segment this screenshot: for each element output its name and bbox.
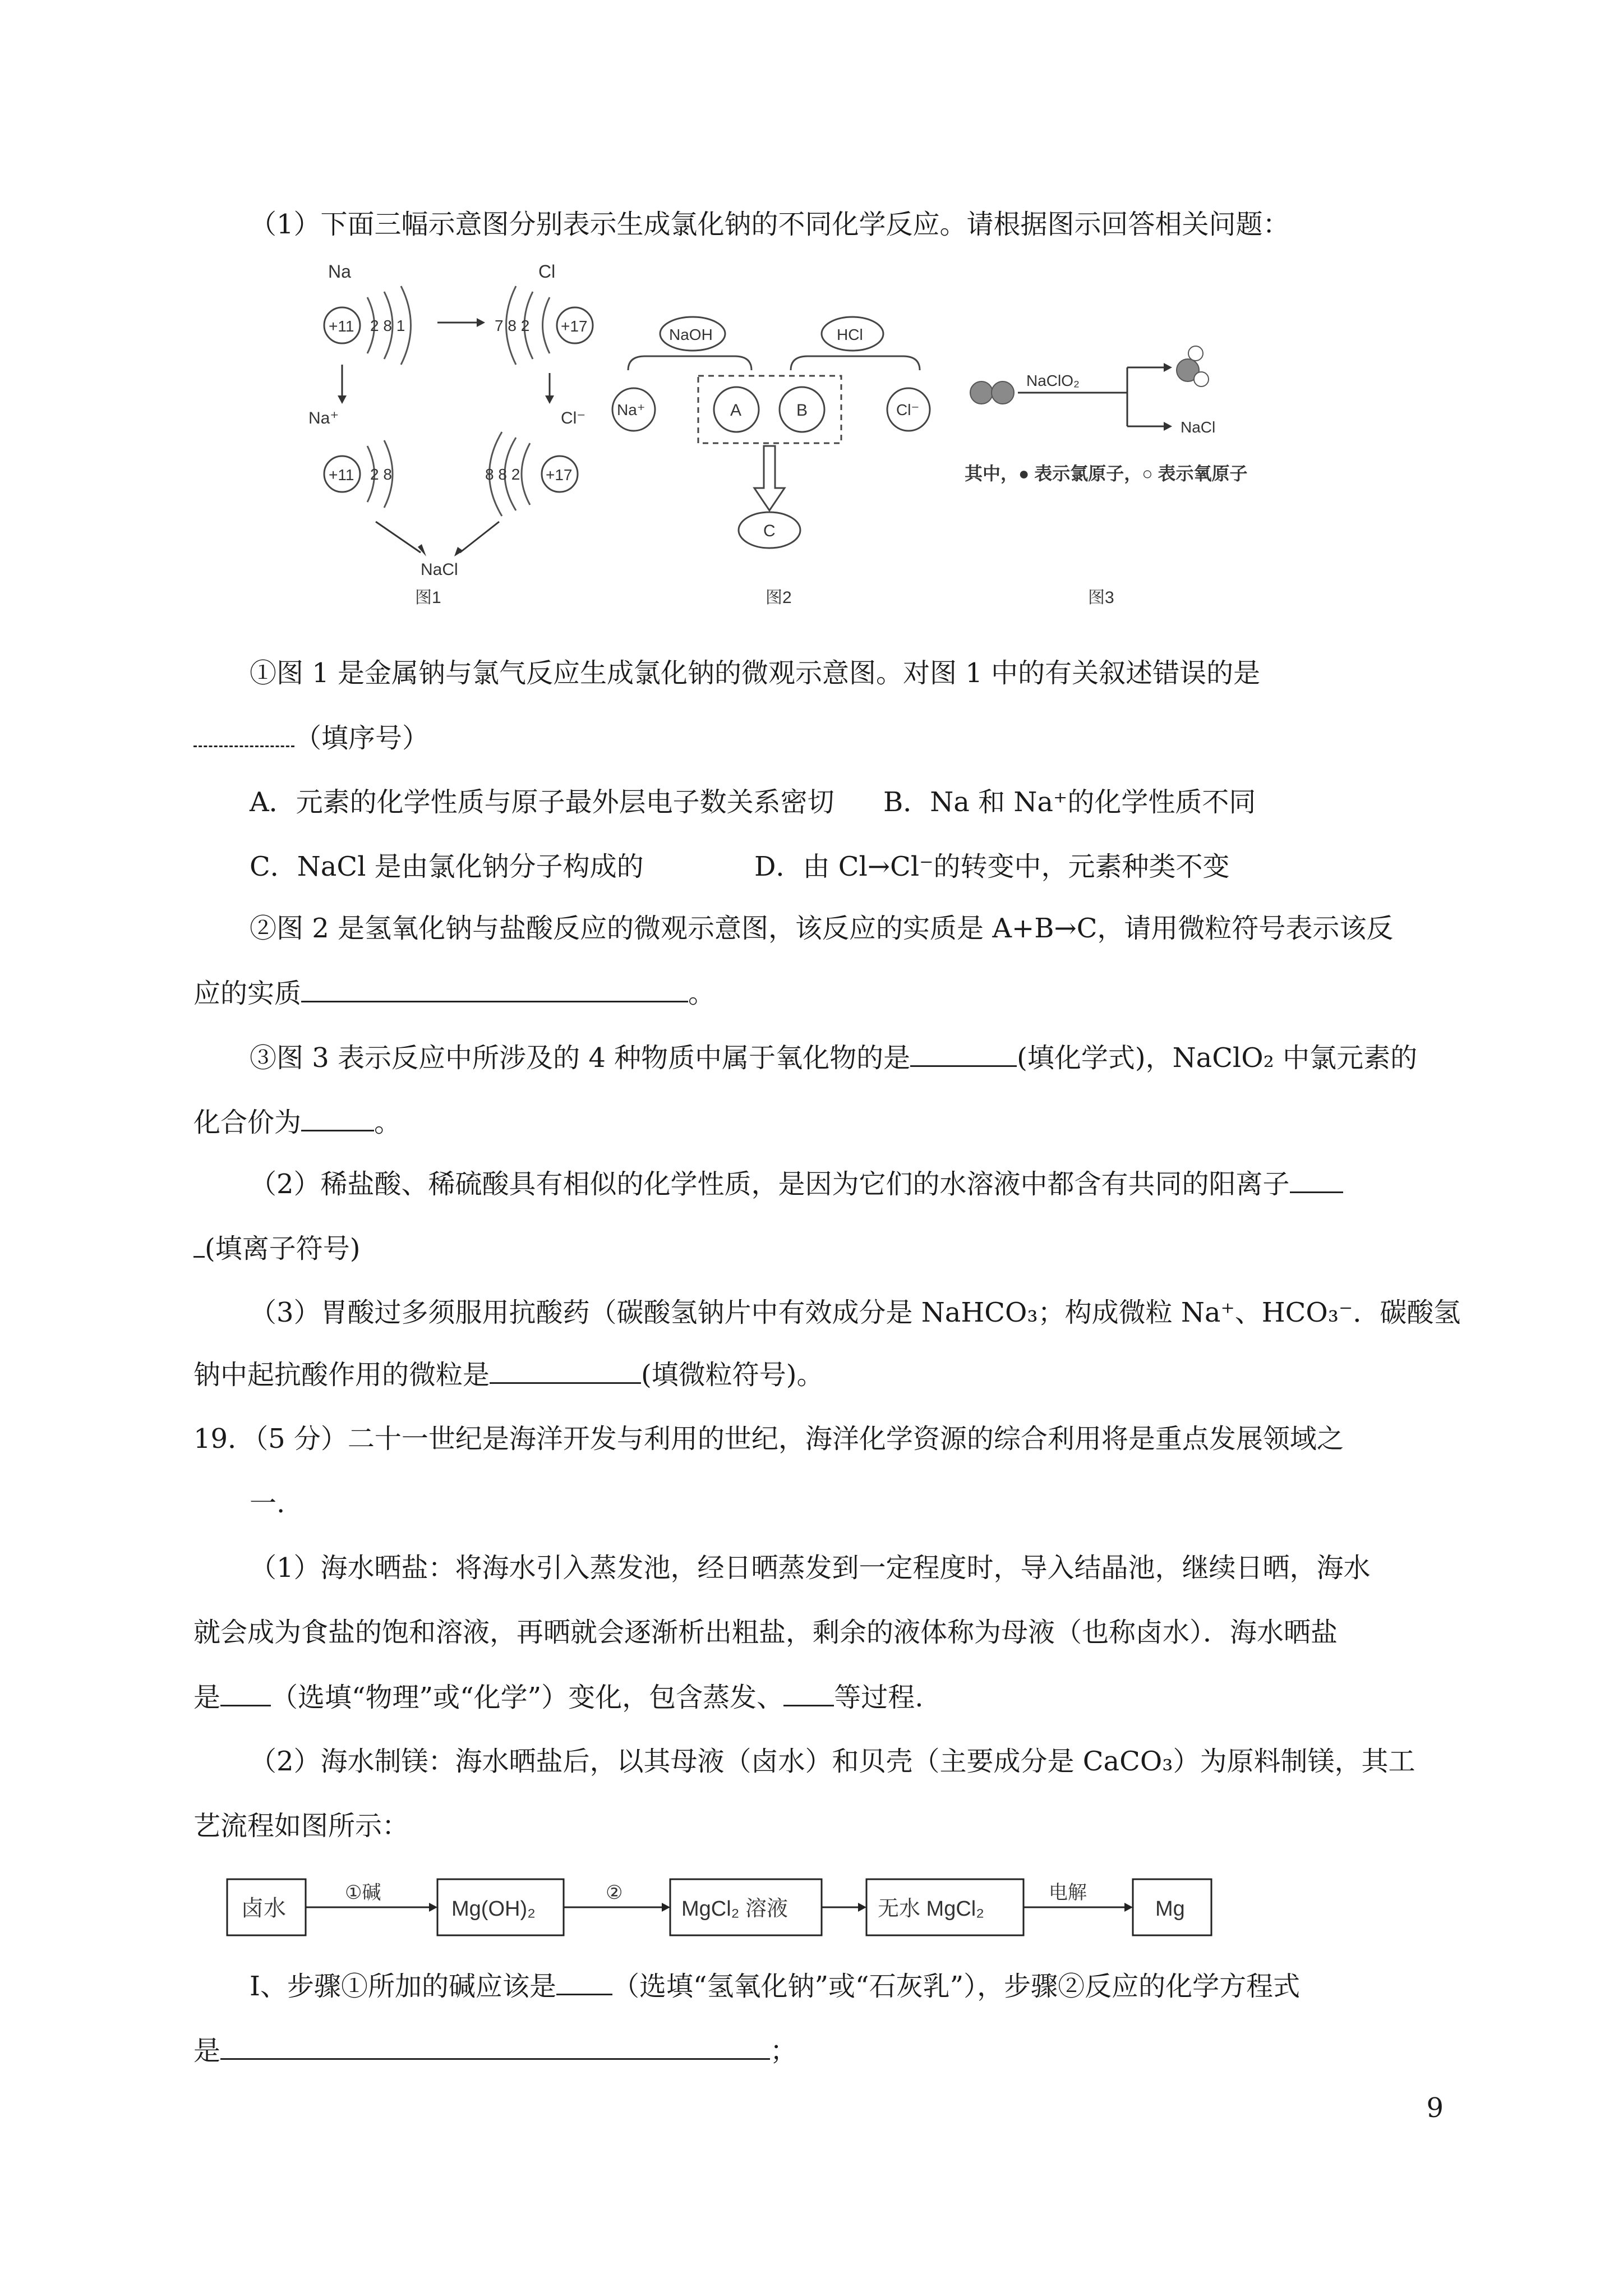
- svg-text:+17: +17: [546, 466, 573, 484]
- answer-blank-7[interactable]: [220, 1680, 271, 1706]
- magnesium-process-flowchart: [224, 1876, 1234, 1938]
- q19-heading-cont: 一.: [250, 1488, 285, 1519]
- figure-1-nacl-formation: [292, 252, 628, 617]
- q18-option-a: A．元素的化学性质与原子最外层电子数关系密切: [250, 786, 834, 818]
- answer-blank-4[interactable]: [301, 1105, 374, 1131]
- q18-s2-line1: ②图 2 是氢氧化钠与盐酸反应的微观示意图，该反应的实质是 A+B→C，请用微粒符号表示该反: [250, 913, 1394, 944]
- fig3-caption: 图3: [1088, 588, 1114, 607]
- flow-step3: 电解: [1049, 1882, 1087, 1903]
- fig2-c: C: [763, 522, 776, 540]
- fig1-na-core: +11: [329, 318, 354, 335]
- fig3-reagent: NaClO₂: [1026, 372, 1080, 389]
- figure-2-neutralization: [606, 303, 953, 617]
- fig1-caption: 图1: [415, 588, 441, 607]
- answer-blank-1[interactable]: [193, 721, 294, 747]
- figure-3-naclo2-reaction: [965, 331, 1368, 617]
- fig1-na-shells: 2 8 1: [370, 317, 405, 334]
- q18-part1-lead: （1）下面三幅示意图分别表示生成氯化钠的不同化学反应。请根据图示回答相关问题：: [250, 209, 1290, 240]
- svg-text:+11: +11: [329, 466, 354, 484]
- q18-s1-line1: ①图 1 是金属钠与氯气反应生成氯化钠的微观示意图。对图 1 中的有关叙述错误的是: [250, 657, 1261, 689]
- fig3-legend: 其中，● 表示氯原子，○ 表示氧原子: [965, 463, 1248, 484]
- flow-box-mgcl2-solution: MgCl₂ 溶液: [681, 1897, 788, 1921]
- q18-option-c: C．NaCl 是由氯化钠分子构成的: [250, 851, 644, 882]
- fig1-na-ion-shells: 2 8: [370, 466, 392, 483]
- fig2-na-ion: Na⁺: [617, 401, 645, 418]
- page-number: 9: [1426, 2092, 1444, 2124]
- fig1-product: NaCl: [421, 560, 458, 579]
- answer-blank-2[interactable]: [301, 976, 688, 1002]
- fig2-hcl: HCl: [837, 326, 863, 343]
- fig2-a: A: [730, 401, 742, 420]
- q19-part3-line2: 是 ；: [193, 2033, 797, 2068]
- answer-blank-9[interactable]: [556, 1969, 612, 1995]
- fig1-cl-ion-label: Cl⁻: [561, 409, 586, 427]
- flow-box-mgoh2: Mg(OH)₂: [451, 1897, 536, 1921]
- q19-part1-line1: （1）海水晒盐：将海水引入蒸发池，经日晒蒸发到一定程度时，导入结晶池，继续日晒，海水: [250, 1552, 1371, 1584]
- fig1-cl-core: +17: [561, 318, 588, 335]
- q18-s3-line2: 化合价为 。: [193, 1105, 401, 1139]
- q18-part2-line2: (填离子符号): [193, 1231, 360, 1266]
- fig2-b: B: [796, 401, 808, 420]
- q19-part1-line2: 就会成为食盐的饱和溶液，再晒就会逐渐析出粗盐，剩余的液体称为母液（也称卤水）．海水晒盐: [193, 1617, 1338, 1648]
- q18-part3-line1: （3）胃酸过多须服用抗酸药（碳酸氢钠片中有效成分是 NaHCO₃；构成微粒 Na⁺、HCO₃⁻．碳酸氢: [250, 1297, 1461, 1328]
- answer-blank-5[interactable]: [1290, 1167, 1343, 1193]
- q18-s3-line1: ③图 3 表示反应中所涉及的 4 种物质中属于氧化物的是 (填化学式)，NaClO₂ 中氯元素的: [250, 1041, 1417, 1075]
- flow-step1: ①碱: [345, 1882, 381, 1903]
- answer-blank-8[interactable]: [783, 1680, 834, 1706]
- q19-part1-line3: 是 （选填“物理”或“化学”）变化，包含蒸发、 等过程.: [193, 1680, 923, 1714]
- q18-part3-line2: 钠中起抗酸作用的微粒是 (填微粒符号)。: [193, 1358, 823, 1392]
- flow-box-mg: Mg: [1155, 1897, 1185, 1921]
- fig2-caption: 图2: [766, 588, 792, 607]
- fig1-na-label: Na: [328, 261, 351, 282]
- answer-blank-6[interactable]: [490, 1358, 641, 1384]
- q18-option-b: B．Na 和 Na⁺的化学性质不同: [883, 786, 1256, 818]
- q19-heading: 19．（5 分）二十一世纪是海洋开发与利用的世纪，海洋化学资源的综合利用将是重点发展领域之: [193, 1423, 1344, 1455]
- flow-step2: ②: [606, 1882, 623, 1903]
- fig1-na-ion-label: Na⁺: [308, 409, 339, 427]
- q18-option-d: D．由 Cl→Cl⁻的转变中，元素种类不变: [754, 851, 1230, 882]
- fig2-naoh: NaOH: [669, 326, 713, 343]
- q19-part3-line1: Ⅰ、步骤①所加的碱应该是 （选填“氢氧化钠”或“石灰乳”），步骤②反应的化学方程式: [250, 1969, 1300, 2003]
- flow-box-anhydrous-mgcl2: 无水 MgCl₂: [878, 1897, 984, 1921]
- q19-part2-line2: 艺流程如图所示：: [193, 1810, 409, 1842]
- fig1-cl-ion-shells: 8 8 2: [485, 466, 520, 483]
- q18-part2-line1: （2）稀盐酸、稀硫酸具有相似的化学性质，是因为它们的水溶液中都含有共同的阳离子: [250, 1167, 1343, 1201]
- fig2-cl-ion: Cl⁻: [896, 401, 920, 418]
- fig3-product: NaCl: [1181, 418, 1216, 436]
- answer-blank-10[interactable]: [220, 2033, 770, 2060]
- fig1-cl-shells: 7 8 2: [495, 317, 530, 334]
- q19-part2-line1: （2）海水制镁：海水晒盐后，以其母液（卤水）和贝壳（主要成分是 CaCO₃）为原料制镁，其工: [250, 1746, 1415, 1777]
- flow-box-brine: 卤水: [241, 1896, 286, 1921]
- q18-s2-line2: 应的实质 。: [193, 976, 715, 1010]
- fig1-cl-label: Cl: [538, 261, 556, 282]
- answer-blank-3[interactable]: [910, 1041, 1017, 1067]
- q18-s1-line2: （填序号）: [193, 721, 429, 755]
